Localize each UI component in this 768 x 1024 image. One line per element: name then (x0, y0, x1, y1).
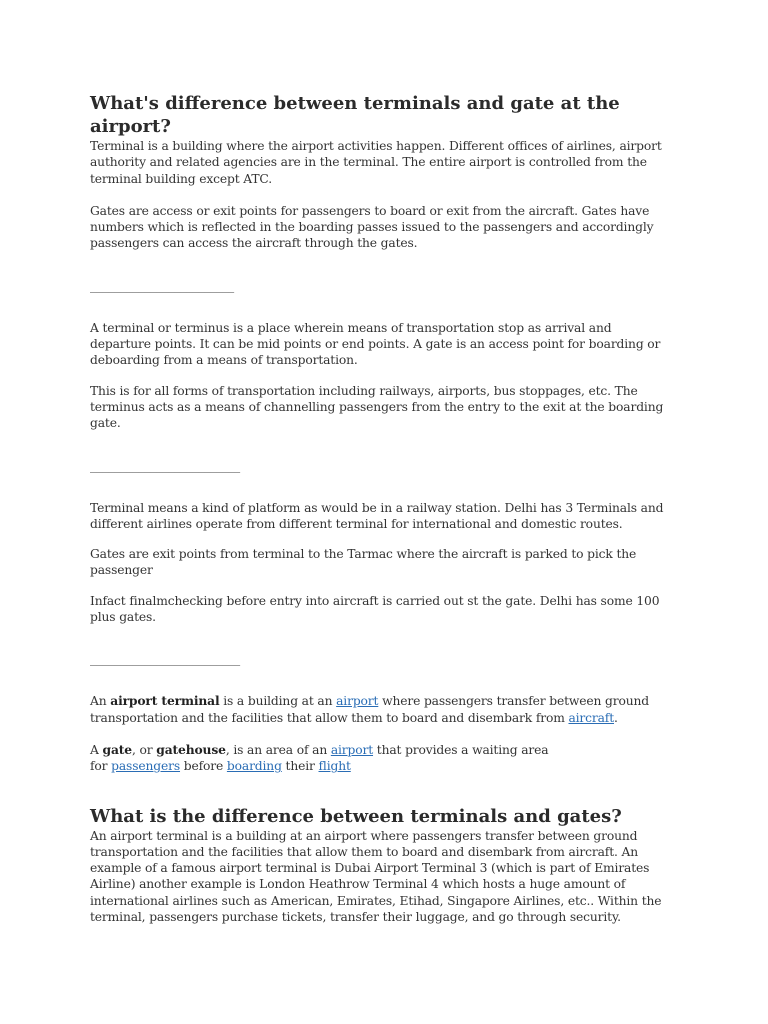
page-title: What's difference between terminals and gate at the airport? (90, 93, 620, 137)
paragraph-gates-definition: Gates are access or exit points for passengers to board or exit from the aircraft. Gates have numbers which is reflected in the boarding passes issued to the passengers and accordingly passengers can access the aircraft through the gates. (90, 203, 654, 251)
paragraph-airport-terminal-wiki: An airport terminal is a building at an airport where passengers transfer between ground transportation and the facilities that allow them to board and disembark from aircraft. (90, 693, 649, 725)
link-airport[interactable]: airport (336, 694, 379, 709)
link-aircraft[interactable]: aircraft (568, 710, 615, 725)
bold-term: airport terminal (110, 693, 220, 709)
paragraph-final-checking: Infact finalmchecking before entry into aircraft is carried out st the gate. Delhi has some 100 plus gates. (90, 593, 660, 625)
section-heading: What is the difference between terminals and gates? (90, 805, 622, 827)
bold-term: gate (102, 741, 132, 757)
article-content (90, 92, 675, 925)
separator-line: _________________________ (90, 458, 240, 473)
separator-line: _________________________ (90, 652, 240, 667)
paragraph-gates-exit: Gates are exit points from terminal to the Tarmac where the aircraft is parked to pick the passenger (90, 547, 637, 578)
separator-line: ________________________ (90, 278, 234, 293)
bold-term: gatehouse (156, 741, 226, 757)
link-boarding[interactable]: boarding (226, 759, 282, 774)
link-flight[interactable]: flight (318, 759, 351, 774)
paragraph-terminal-definition: Terminal is a building where the airport activities happen. Different offices of airlines, airport authority and related agencies are in the terminal. The entire airport is controlled from the terminal building except ATC. (90, 139, 662, 186)
paragraph-gate-wiki: A gate, or gatehouse, is an area of an airport that provides a waiting area for passengers before boarding their flight (90, 741, 549, 774)
paragraph-delhi-terminals: Terminal means a kind of platform as would be in a railway station. Delhi has 3 Terminals and different airlines operate from different terminal for international and domestic routes. (90, 500, 664, 531)
paragraph-terminal-examples: An airport terminal is a building at an airport where passengers transfer between ground transportation and the facilities that allow them to board and disembark from aircraft. An example of a famous airport terminal is Dubai Airport Terminal 3 (which is part of Emirates Airline) another example is London Heathrow Terminal 4 which hosts a huge amount of international airlines such as American, Emirates, Etihad, Singapore Airlines, etc.. Within the terminal, passengers purchase tickets, transfer their luggage, and go through security. (90, 828, 662, 925)
paragraph-transportation-forms: This is for all forms of transportation including railways, airports, bus stoppages, etc. The terminus acts as a means of channelling passengers from the entry to the exit at the boarding gate. (90, 383, 664, 431)
paragraph-terminus: A terminal or terminus is a place wherein means of transportation stop as arrival and departure points. It can be mid points or end points. A gate is an access point for boarding or deboarding from a means of transportation. (90, 320, 661, 368)
link-passengers[interactable]: passengers (111, 759, 181, 774)
link-airport[interactable]: airport (330, 742, 374, 757)
